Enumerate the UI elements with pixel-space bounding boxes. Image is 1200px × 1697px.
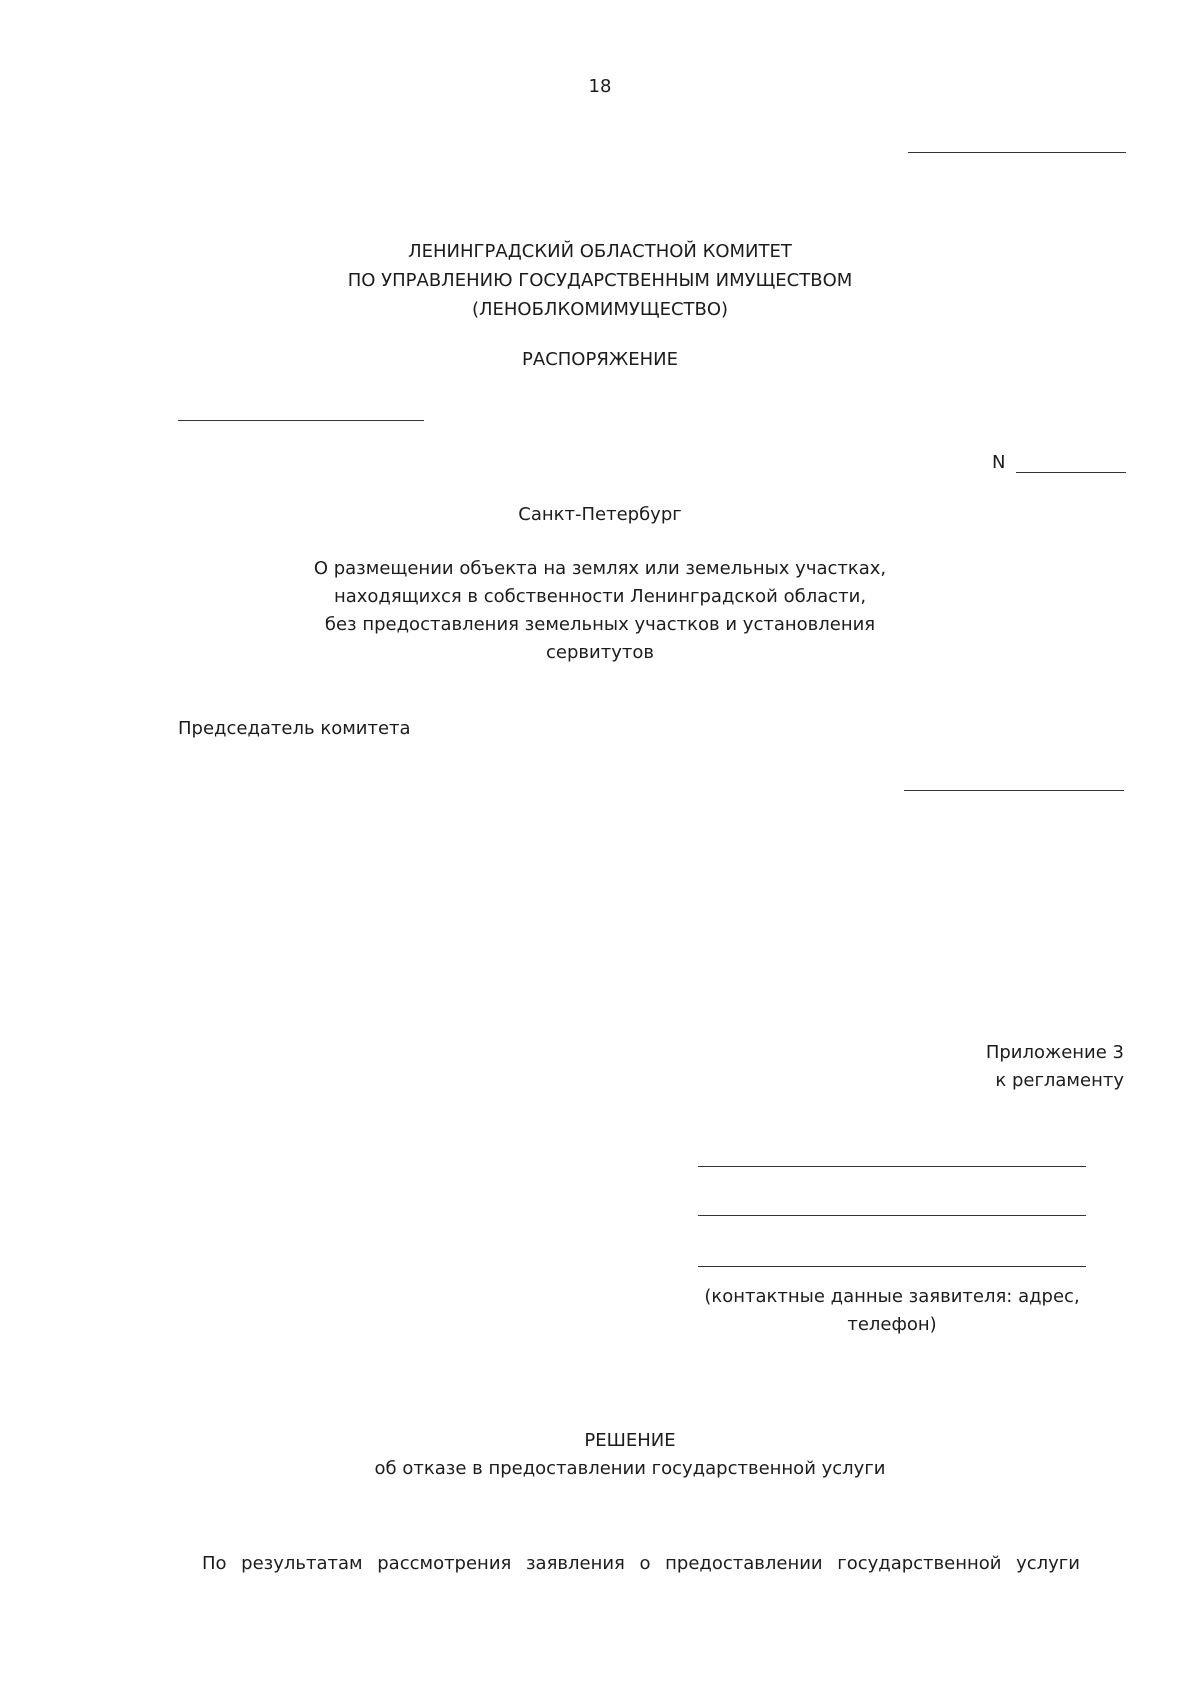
contact-caption-line-1: (контактные данные заявителя: адрес, bbox=[704, 1286, 1080, 1307]
appendix-line-1: Приложение 3 bbox=[985, 1042, 1124, 1063]
paragraph-word: государственной bbox=[837, 1553, 1002, 1574]
top-right-blank-line bbox=[908, 152, 1126, 153]
document-subject bbox=[0, 555, 1200, 667]
document-type: РАСПОРЯЖЕНИЕ bbox=[522, 349, 678, 370]
subject-line-1: О размещении объекта на землях или земельных участках, bbox=[313, 558, 887, 579]
decision-title: РЕШЕНИЕ bbox=[584, 1430, 676, 1451]
subject-line-2: находящихся в собственности Ленинградской области, bbox=[333, 586, 867, 607]
date-blank-line bbox=[178, 420, 424, 421]
applicant-blank-line-1 bbox=[698, 1166, 1086, 1167]
org-line-2: ПО УПРАВЛЕНИЮ ГОСУДАРСТВЕННЫМ ИМУЩЕСТВОМ bbox=[347, 270, 853, 291]
paragraph-word: заявления bbox=[525, 1553, 625, 1574]
paragraph-word: о bbox=[639, 1553, 651, 1574]
contact-data-caption bbox=[690, 1283, 1094, 1339]
applicant-blank-line-2 bbox=[698, 1215, 1086, 1216]
body-paragraph-first-line bbox=[202, 1551, 1080, 1577]
subject-line-3: без предоставления земельных участков и установления bbox=[324, 614, 876, 635]
decision-subtitle: об отказе в предоставлении государственной услуги bbox=[374, 1458, 886, 1479]
number-blank-line bbox=[1016, 472, 1126, 473]
subject-line-4: сервитутов bbox=[546, 642, 654, 663]
signature-blank-line bbox=[904, 790, 1124, 791]
paragraph-word: По bbox=[202, 1553, 227, 1574]
paragraph-word: предоставлении bbox=[665, 1553, 823, 1574]
organization-header bbox=[0, 237, 1200, 324]
paragraph-word: услуги bbox=[1016, 1553, 1080, 1574]
paragraph-word: рассмотрения bbox=[377, 1553, 512, 1574]
org-line-3: (ЛЕНОБЛКОМИМУЩЕСТВО) bbox=[471, 299, 729, 320]
page-number: 18 bbox=[588, 76, 612, 97]
signatory-title: Председатель комитета bbox=[178, 718, 411, 739]
applicant-blank-line-3 bbox=[698, 1266, 1086, 1267]
org-line-1: ЛЕНИНГРАДСКИЙ ОБЛАСТНОЙ КОМИТЕТ bbox=[408, 241, 792, 262]
appendix-note bbox=[800, 1039, 1124, 1095]
appendix-line-2: к регламенту bbox=[995, 1070, 1124, 1091]
paragraph-word: результатам bbox=[241, 1553, 363, 1574]
city-name: Санкт-Петербург bbox=[518, 504, 682, 525]
number-label: N bbox=[992, 452, 1006, 473]
contact-caption-line-2: телефон) bbox=[847, 1314, 937, 1335]
